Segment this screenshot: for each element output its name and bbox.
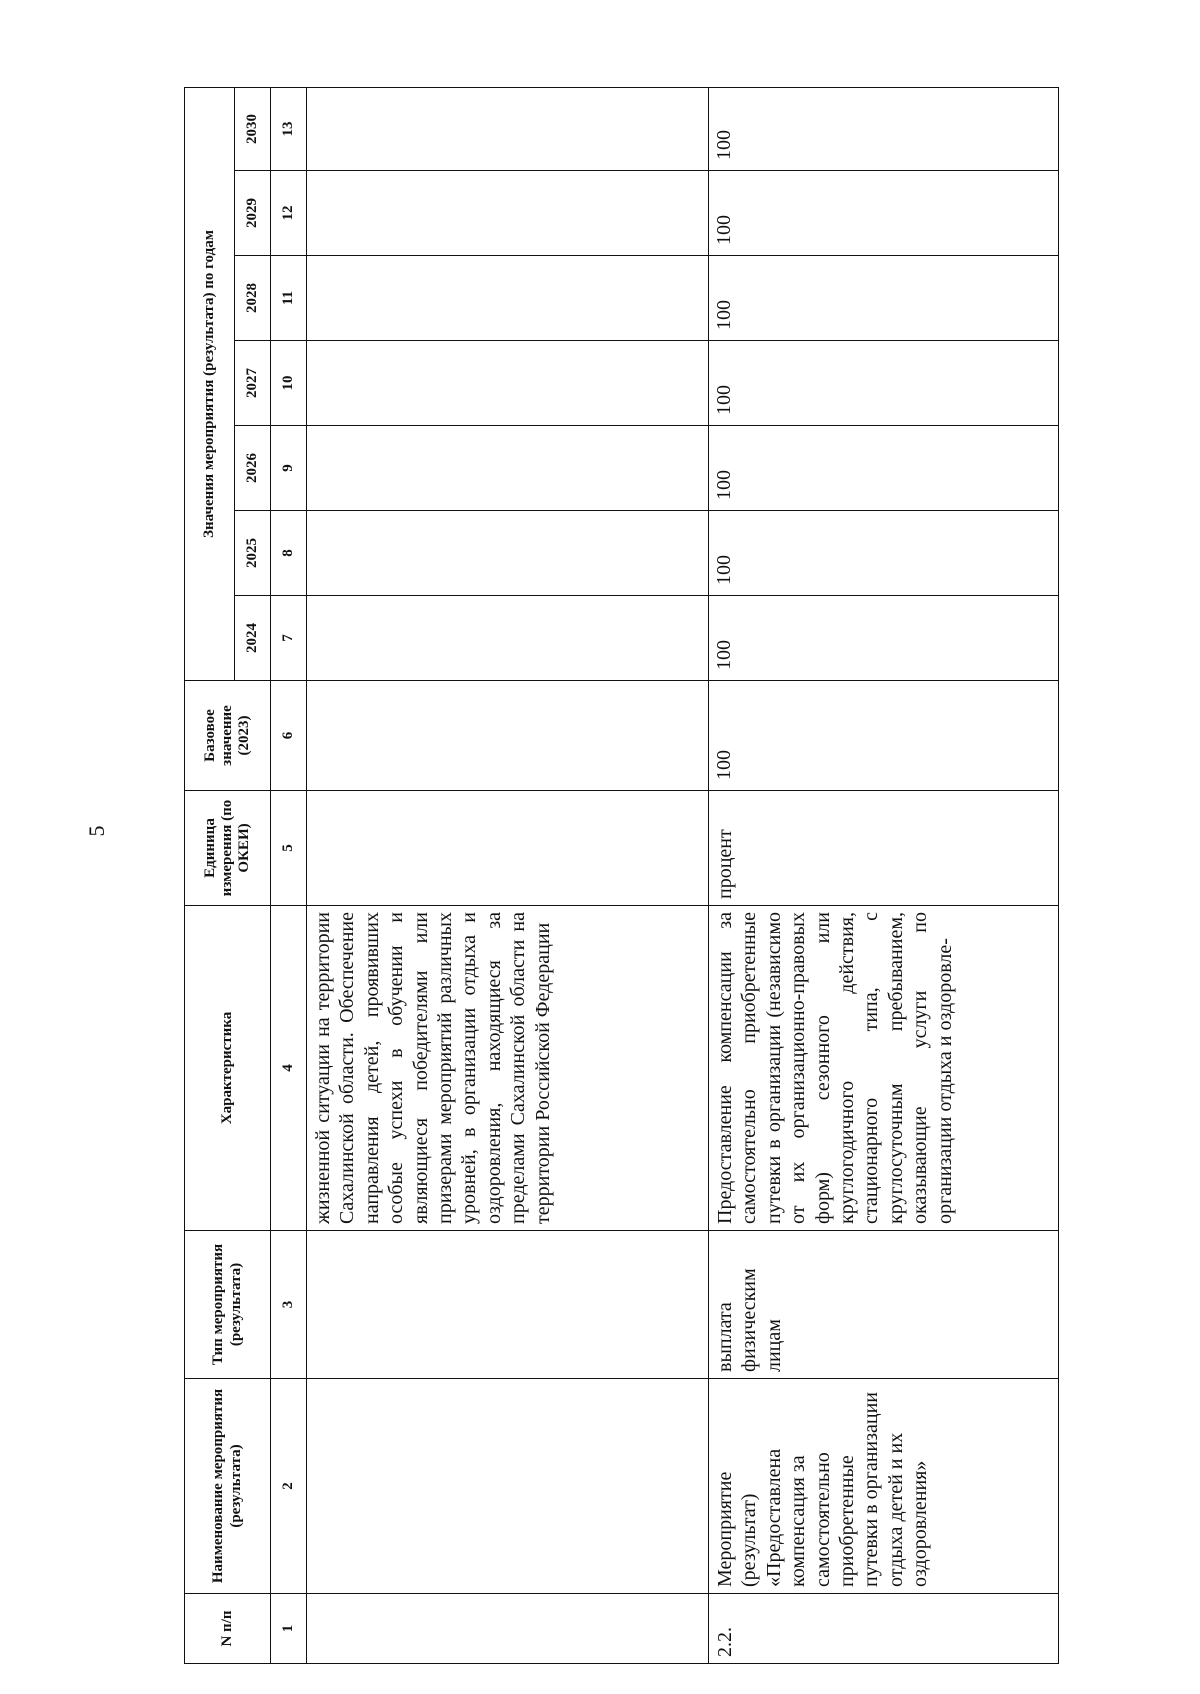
header-year: 2028	[235, 256, 271, 341]
column-number: 5	[271, 791, 307, 906]
header-base: Базовое значение (2023)	[185, 681, 271, 791]
column-number: 11	[271, 256, 307, 341]
header-year: 2025	[235, 511, 271, 596]
row-name: Мероприятие (результат) «Предоставлена компенсация за самостоятельно приобретенные путевки в организации отдыха детей и их оздоровления»	[709, 1379, 1059, 1594]
table-row	[307, 87, 709, 1663]
column-number: 2	[271, 1379, 307, 1594]
header-years-group: Значения мероприятия (результата) по годам	[185, 87, 235, 680]
header-name: Наименование мероприятия (результата)	[185, 1379, 271, 1594]
column-number: 10	[271, 341, 307, 426]
row-characteristic: Предоставление компенсации за самостоятельно приобретенные путевки в организации (независимо от их организационно-правовых форм) сезонного или круглогодичного действия, стационарного типа, с круглосуточным пребыванием, оказывающие услуги по организации отдыха и оздоровле-	[709, 906, 1059, 1231]
row-value	[307, 511, 709, 596]
row-name	[307, 1379, 709, 1594]
row-unit	[307, 791, 709, 906]
measures-table	[184, 87, 1059, 1664]
header-year: 2029	[235, 171, 271, 256]
row-value: 100	[709, 256, 1059, 341]
header-type: Тип мероприятия (результата)	[185, 1231, 271, 1379]
header-num: N п/п	[185, 1594, 271, 1664]
row-value	[307, 256, 709, 341]
column-number: 8	[271, 511, 307, 596]
table-row	[709, 87, 1059, 1663]
row-num	[307, 1594, 709, 1664]
column-number: 6	[271, 681, 307, 791]
row-value	[307, 341, 709, 426]
row-value: 100	[709, 171, 1059, 256]
column-number: 13	[271, 87, 307, 170]
header-characteristic: Характеристика	[185, 906, 271, 1231]
row-num: 2.2.	[709, 1594, 1059, 1664]
row-type	[307, 1231, 709, 1379]
column-number-row	[271, 87, 307, 1663]
row-base	[307, 681, 709, 791]
column-number: 9	[271, 426, 307, 511]
row-value: 100	[709, 511, 1059, 596]
row-value	[307, 596, 709, 681]
row-base: 100	[709, 681, 1059, 791]
column-number: 7	[271, 596, 307, 681]
rotated-table-area	[184, 88, 1118, 1664]
row-value: 100	[709, 87, 1059, 170]
header-year: 2027	[235, 341, 271, 426]
page-number: 5	[84, 825, 109, 837]
row-type: выплата физическим лицам	[709, 1231, 1059, 1379]
header-unit: Единица измерения (по ОКЕИ)	[185, 791, 271, 906]
row-value: 100	[709, 596, 1059, 681]
header-row-1	[185, 87, 235, 1663]
column-number: 1	[271, 1594, 307, 1664]
column-number: 12	[271, 171, 307, 256]
row-characteristic: жизненной ситуации на территории Сахалинской области. Обеспечение направления детей, проявивших особые успехи в обучении и являющиеся победителями или призерами мероприятий различных уровней, в организации отдыха и оздоровления, находящиеся за пределами Сахалинской области на территории Российской Федерации	[307, 906, 709, 1231]
header-year: 2030	[235, 87, 271, 170]
row-value: 100	[709, 341, 1059, 426]
row-unit: процент	[709, 791, 1059, 906]
header-year: 2024	[235, 596, 271, 681]
row-value	[307, 426, 709, 511]
column-number: 4	[271, 906, 307, 1231]
row-value: 100	[709, 426, 1059, 511]
column-number: 3	[271, 1231, 307, 1379]
header-year: 2026	[235, 426, 271, 511]
row-value	[307, 171, 709, 256]
row-value	[307, 87, 709, 170]
